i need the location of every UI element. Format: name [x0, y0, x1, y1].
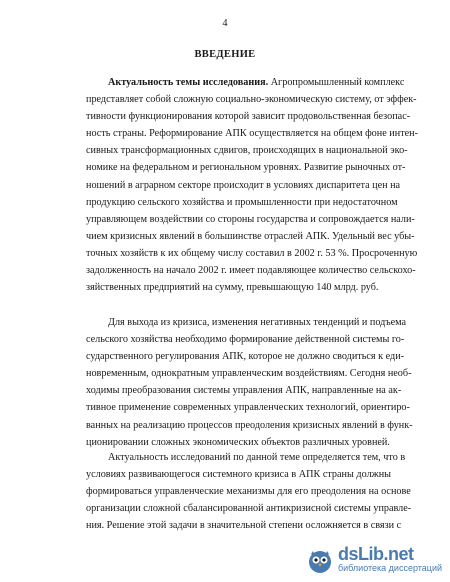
paragraph-line: ношений в аграрном секторе происходит в условиях диспаритета цен на — [86, 179, 401, 191]
owl-icon — [307, 548, 333, 574]
lead-line-rest: Агропромышленный комплекс — [268, 77, 405, 88]
paragraph-line: тивное применение современных управленческих технологий, ориентиро- — [86, 402, 410, 414]
paragraph-line: ходимы преобразования системы управления АПК, направленные на ак- — [86, 385, 402, 397]
paragraph-line: ния. Решение этой задачи в значительной степени осложняется в связи с — [86, 520, 402, 532]
paragraph-line: сельского хозяйства необходимо формирование действенной системы го- — [86, 334, 405, 346]
paragraph-line: управляющем воздействии со стороны государства и сопровождается нали- — [86, 213, 415, 225]
page-heading: ВВЕДЕНИЕ — [194, 49, 256, 60]
watermark-subtitle: библиотека диссертаций — [337, 563, 442, 573]
paragraph-line: Для выхода из кризиса, изменения негативных тенденций и подъема — [108, 317, 407, 328]
paragraph-research — [86, 449, 412, 534]
watermark-logo: dsLib.net — [337, 544, 414, 564]
paragraph-line: представляет собой сложную социально-экономическую систему, от эффек- — [86, 94, 417, 106]
paragraph-line: ционировании сложных экономических объектов различных уровней. — [86, 436, 390, 448]
watermark-text — [338, 545, 442, 574]
paragraph-line: номике на федеральном и региональном уровнях. Развитие рыночных от- — [86, 162, 406, 174]
paragraph-line — [86, 74, 405, 91]
paragraph-line: зяйственных предприятий на сумму, превышающую 140 млрд. руб. — [86, 282, 379, 294]
paragraph-line: Актуальность исследований по данной теме определяется тем, что в — [108, 452, 406, 463]
paragraph-line: чием кризисных явлений в большинстве отраслей АПК. Удельный вес убы- — [86, 230, 415, 242]
page-number: 4 — [222, 18, 228, 29]
paragraph-line: новременным, однократным управленческим воздействиям. Сегодня необ- — [86, 368, 412, 380]
paragraph-line: организации сложной сбалансированной антикризисной системы управле- — [86, 503, 412, 515]
paragraph-line: условиях развивающегося системного кризиса в АПК страны должны — [86, 469, 391, 481]
paragraph-line: тивности функционирования которой зависит продовольственная безопас- — [86, 111, 411, 123]
paragraph-relevance — [86, 74, 419, 296]
site-watermark[interactable] — [307, 545, 442, 574]
paragraph-line: ность страны. Реформирование АПК осуществляется на общем фоне интен- — [86, 128, 419, 140]
paragraph-crisis — [86, 314, 413, 451]
lead-phrase: Актуальность темы исследования. — [108, 77, 269, 88]
paragraph-line: точных хозяйств к их общему числу составил в 2002 г. 53 %. Просроченную — [86, 247, 418, 259]
paragraph-line: формироваться управленческие механизмы для его преодоления на основе — [86, 486, 411, 498]
paragraph-line: продукцию сельского хозяйства и промышленности при недостаточном — [86, 196, 398, 208]
paragraph-line: сивных трансформационных сдвигов, происходящих в национальной эко- — [86, 145, 408, 157]
paragraph-line: сударственного регулирования АПК, которое не должно сводиться к еди- — [86, 351, 405, 363]
paragraph-line: ванных на реализацию процессов преодоления кризисных явлений в функ- — [86, 419, 413, 431]
paragraph-line: задолженность на начало 2002 г. имеет подавляющее количество сельскохо- — [86, 265, 416, 277]
